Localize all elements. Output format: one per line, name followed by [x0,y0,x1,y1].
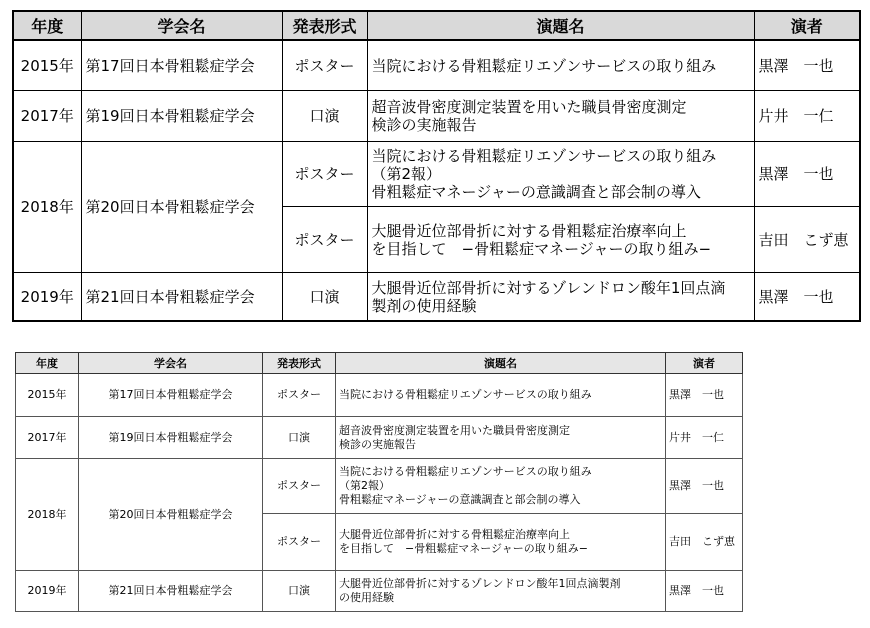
speaker-cell: 黒澤 一也 [666,571,743,612]
format-cell: ポスター [263,374,336,417]
title-line: 大腿骨近位部骨折に対する骨粗鬆症治療率向上 [371,221,687,240]
presentations-table-large [12,10,861,322]
society-cell: 第19回日本骨粗鬆症学会 [79,417,263,459]
format-cell: 口演 [282,273,367,322]
format-cell: 口演 [263,417,336,459]
table-row [13,40,860,91]
society-cell: 第19回日本骨粗鬆症学会 [81,91,282,142]
speaker-cell: 黒澤 一也 [666,374,743,417]
year-cell: 2019年 [16,571,79,612]
speaker-cell: 黒澤 一也 [754,40,860,91]
table-row [13,142,860,207]
format-cell: ポスター [263,514,336,571]
society-cell: 第21回日本骨粗鬆症学会 [81,273,282,322]
format-cell: 口演 [263,571,336,612]
title-line: （第2報） [371,165,442,183]
title-line: （第2報） [339,479,390,492]
title-cell [336,417,666,459]
format-cell: ポスター [282,142,367,207]
header-speaker: 演者 [754,11,860,40]
title-line: 超音波骨密度測定装置を用いた職員骨密度測定 [371,98,687,116]
header-format: 発表形式 [282,11,367,40]
title-line: 製剤の使用経験 [371,296,477,315]
title-line: 大腿骨近位部骨折に対する骨粗鬆症治療率向上 [339,528,570,541]
title-line: 当院における骨粗鬆症リエゾンサービスの取り組み [371,56,717,75]
title-line: を目指して −骨粗鬆症マネージャーの取り組み− [371,239,712,258]
speaker-cell: 吉田 こず恵 [666,514,743,571]
speaker-cell: 黒澤 一也 [754,142,860,207]
title-cell [367,207,754,273]
title-cell [367,273,754,322]
title-cell [336,374,666,417]
title-line: 検診の実施報告 [339,437,416,451]
format-cell: 口演 [282,91,367,142]
title-cell [367,91,754,142]
society-cell: 第17回日本骨粗鬆症学会 [81,40,282,91]
title-cell [336,571,666,612]
title-line: を目指して −骨粗鬆症マネージャーの取り組み− [339,542,588,555]
header-year: 年度 [13,11,81,40]
table-row [16,417,743,459]
speaker-cell: 片井 一仁 [666,417,743,459]
header-society: 学会名 [81,11,282,40]
header-format: 発表形式 [263,353,336,374]
speaker-cell: 黒澤 一也 [754,273,860,322]
title-line: 大腿骨近位部骨折に対するゾレンドロン酸年1回点滴 [371,278,726,297]
presentations-table-small [15,352,743,612]
table-row [13,91,860,142]
society-cell: 第20回日本骨粗鬆症学会 [81,142,282,273]
title-line: 大腿骨近位部骨折に対するゾレンドロン酸年1回点滴製剤 [339,577,621,590]
title-cell [336,514,666,571]
year-cell: 2019年 [13,273,81,322]
header-title: 演題名 [336,353,666,374]
speaker-cell: 片井 一仁 [754,91,860,142]
title-cell [367,142,754,207]
title-line: 当院における骨粗鬆症リエゾンサービスの取り組み [339,388,592,401]
year-cell: 2015年 [13,40,81,91]
title-line: 当院における骨粗鬆症リエゾンサービスの取り組み [339,465,592,478]
year-cell: 2018年 [16,459,79,571]
title-cell [367,40,754,91]
table-row [16,459,743,514]
title-line: 当院における骨粗鬆症リエゾンサービスの取り組み [371,147,717,165]
table-row [13,273,860,322]
year-cell: 2018年 [13,142,81,273]
header-row [13,11,860,40]
speaker-cell: 吉田 こず恵 [754,207,860,273]
table-row [16,571,743,612]
society-cell: 第21回日本骨粗鬆症学会 [79,571,263,612]
format-cell: ポスター [282,207,367,273]
header-row [16,353,743,374]
year-cell: 2017年 [13,91,81,142]
title-line: 骨粗鬆症マネージャーの意識調査と部会制の導入 [339,493,581,506]
header-title: 演題名 [367,11,754,40]
table-row [16,374,743,417]
title-cell [336,459,666,514]
header-speaker: 演者 [666,353,743,374]
title-line: 超音波骨密度測定装置を用いた職員骨密度測定 [339,423,570,437]
title-line: 骨粗鬆症マネージャーの意識調査と部会制の導入 [371,183,701,201]
speaker-cell: 黒澤 一也 [666,459,743,514]
society-cell: 第17回日本骨粗鬆症学会 [79,374,263,417]
header-year: 年度 [16,353,79,374]
year-cell: 2015年 [16,374,79,417]
title-line: 検診の実施報告 [371,116,477,134]
format-cell: ポスター [263,459,336,514]
header-society: 学会名 [79,353,263,374]
year-cell: 2017年 [16,417,79,459]
title-line: の使用経験 [339,591,394,604]
society-cell: 第20回日本骨粗鬆症学会 [79,459,263,571]
format-cell: ポスター [282,40,367,91]
